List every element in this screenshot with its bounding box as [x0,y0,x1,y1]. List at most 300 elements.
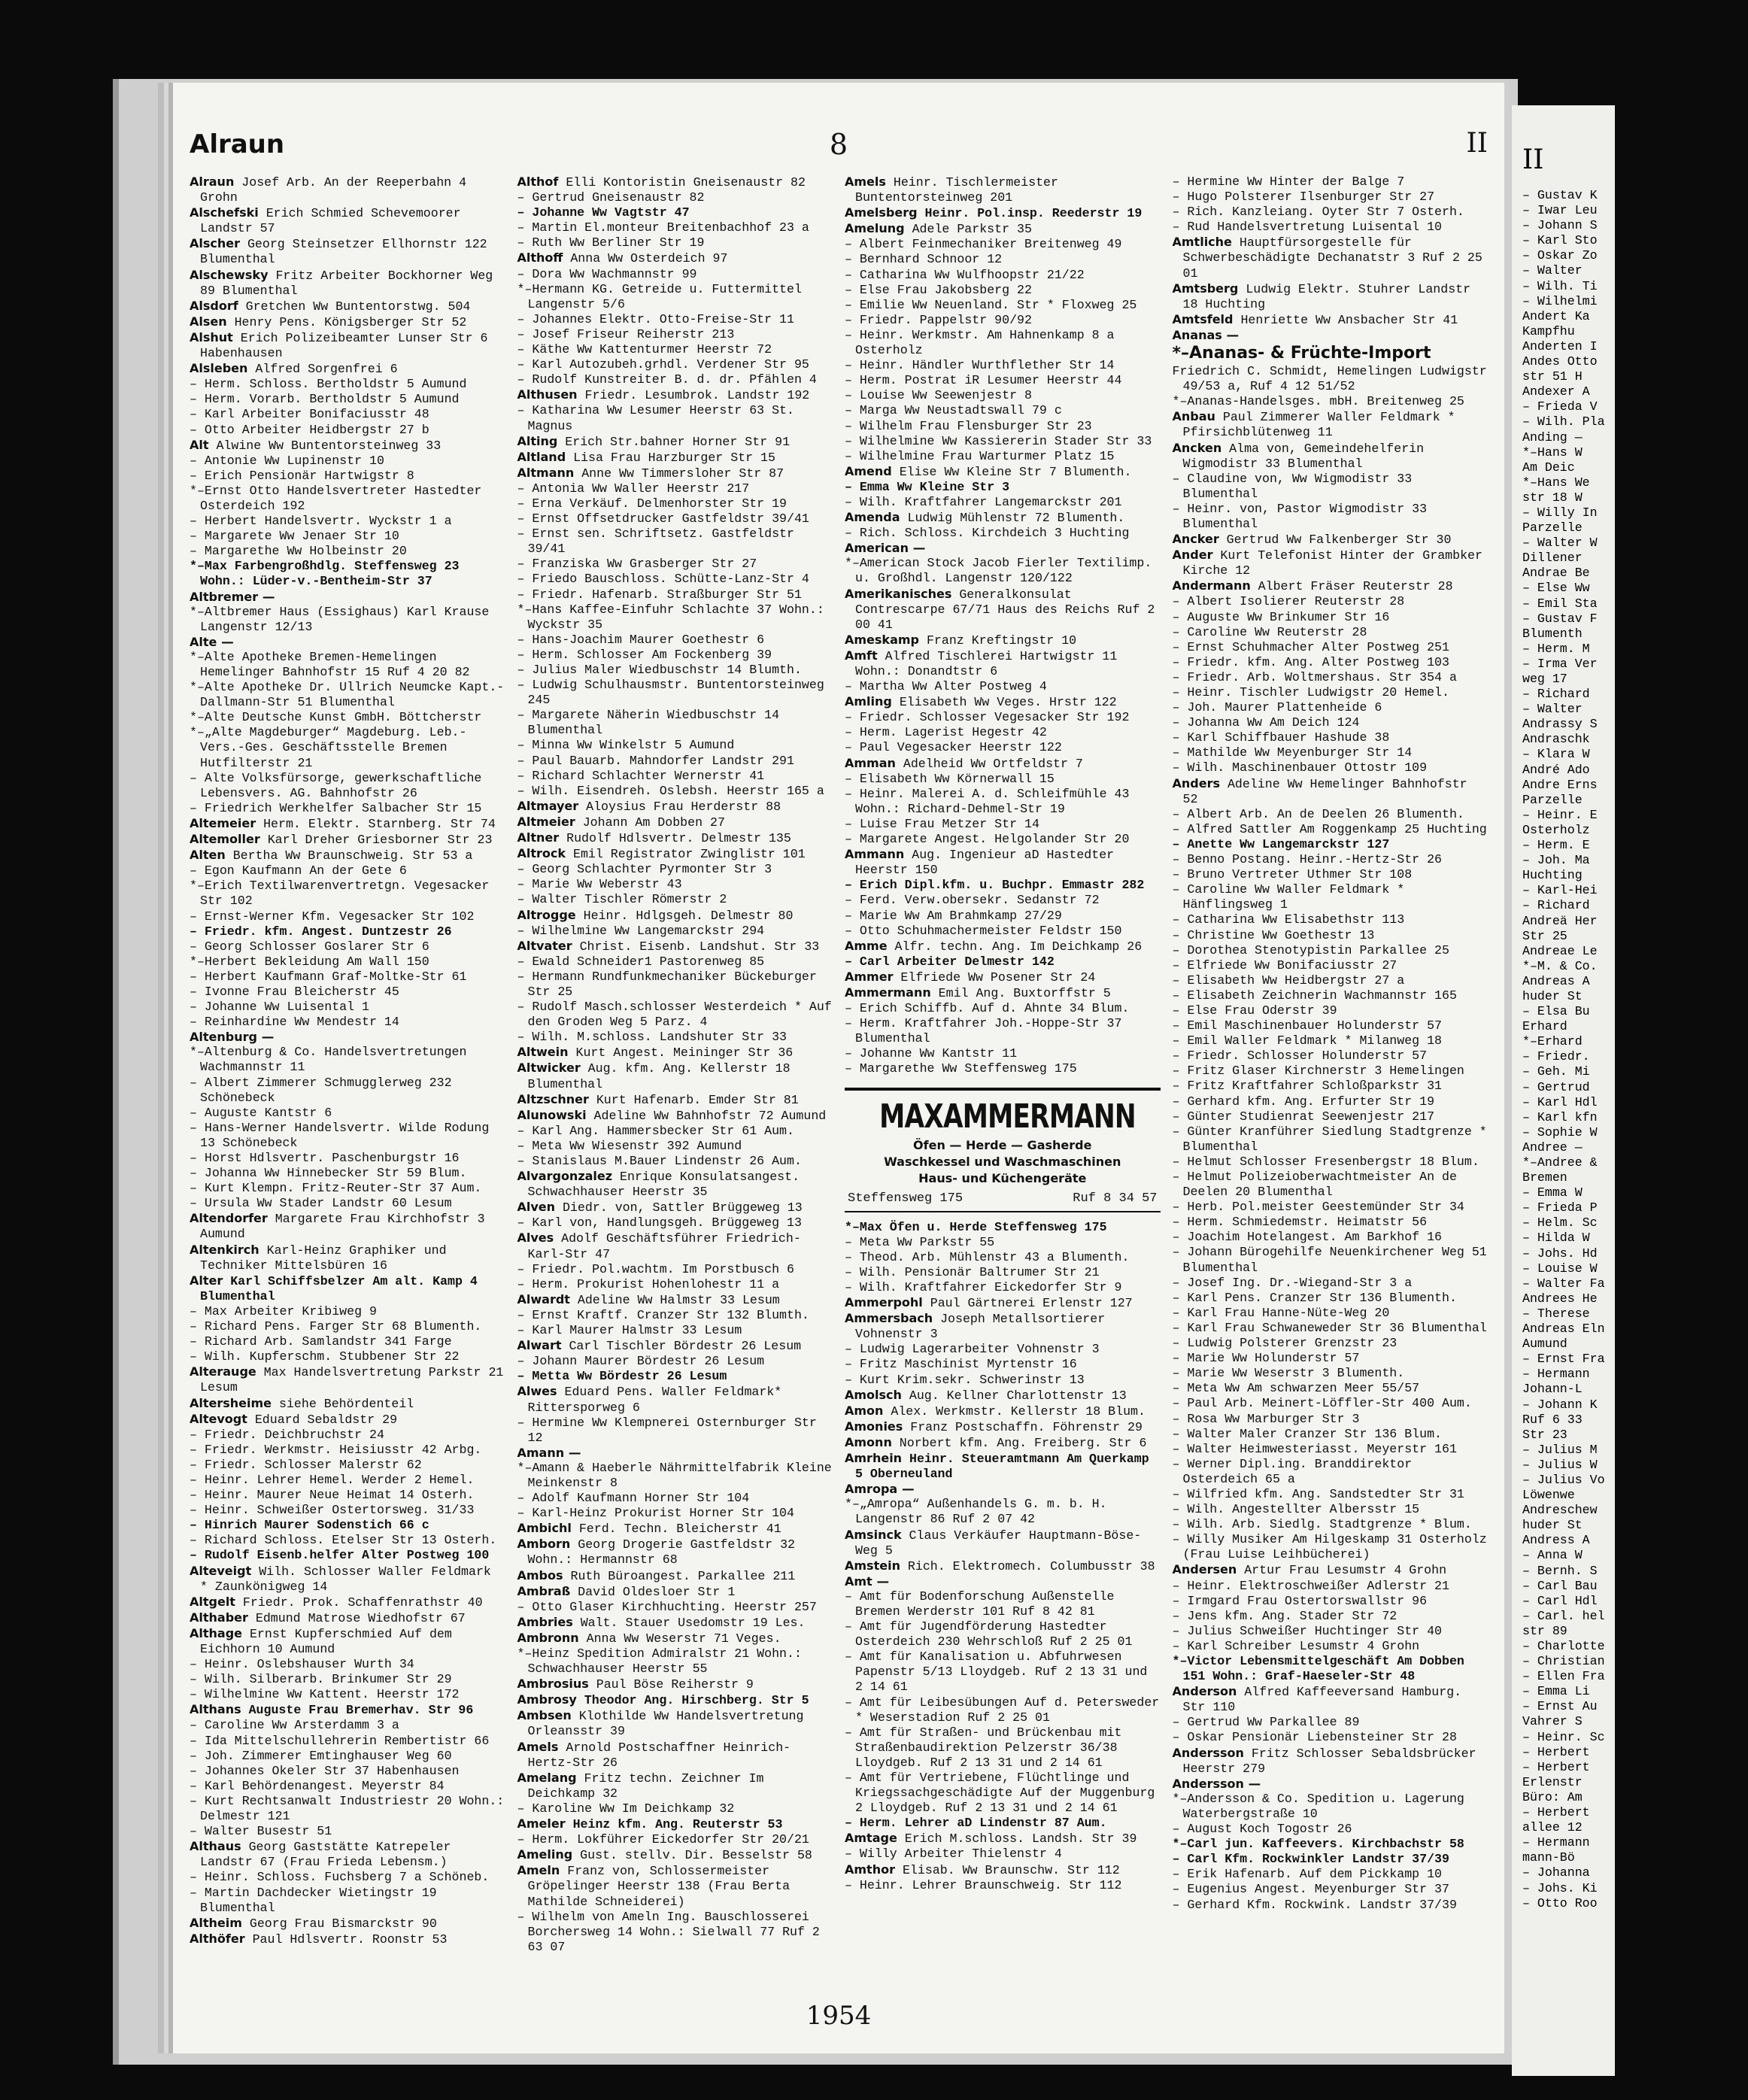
directory-entry [517,970,833,1000]
entry-text: – Friedr. Pappelstr 90/92 [845,312,1032,327]
directory-entry [1173,1109,1489,1124]
directory-entry [517,387,833,403]
directory-entry [517,527,833,557]
entry-text: Heinr. Pol.insp. Reederstr 19 [917,206,1143,221]
entry-surname: Althans [190,1702,241,1717]
directory-entry [1173,1882,1489,1897]
entry-surname: Ancker [1172,532,1219,547]
adjacent-line: – Herm. M [1522,641,1590,656]
adjacent-line: Huchting [1522,868,1583,883]
entry-surname: Amtliche [1172,235,1232,250]
entry-text: – Paul Bauarb. Mahndorfer Landstr 291 [517,753,794,768]
directory-entry [517,1847,833,1863]
directory-entry [1173,1624,1489,1639]
adjacent-line: – Julius M [1522,1442,1598,1457]
directory-entry [517,908,833,924]
entry-text: – Wilh. Pensionär Baltrumer Str 21 [845,1264,1100,1279]
entry-surname: Altenburg [190,1030,257,1045]
entry-text: Franz Postschaffn. Föhrenstr 29 [903,1419,1143,1434]
directory-entry [190,1779,505,1794]
directory-entry [190,268,505,299]
entry-surname: Amtage [845,1831,897,1846]
entry-surname: Altland [517,449,566,464]
directory-entry [190,1564,505,1595]
directory-entry [190,392,505,407]
entry-text: Adolf Geschäftsführer Friedrich-Karl-Str 47 [527,1231,801,1261]
directory-entry [845,403,1161,418]
adjacent-line: – Gustav K [1522,188,1598,202]
entry-text: *–„Amropa“ Außenhandels G. m. b. H. Langenstr 86 Ruf 2 07 42 [845,1497,1107,1527]
entry-text: – Irmgard Frau Ostertorswallstr 96 [1172,1593,1428,1608]
entry-text: – Horst Hdlsvertr. Paschenburgstr 16 [190,1151,460,1165]
directory-entry [517,1461,833,1491]
entry-text: Erich Schmied Schevemoorer Landstr 57 [200,206,461,236]
adjacent-line: – Karl Hdl [1522,1094,1598,1109]
directory-entry [845,954,1161,970]
directory-entry [1173,1033,1489,1048]
entry-text: *–Max Öfen u. Herde Steffensweg 175 [845,1219,1107,1234]
entry-surname: Alt [190,437,209,452]
entry-surname: Altendorfer [190,1211,268,1226]
directory-entry [190,863,505,879]
entry-text: Paul Hdlsvertr. Roonstr 53 [244,1932,448,1947]
directory-entry [517,648,833,663]
entry-text: – Gertrud Gneisenaustr 82 [517,190,705,205]
directory-entry [517,1506,833,1521]
adjacent-line: Andexer A [1522,384,1590,399]
entry-text: – Helmut Polizeioberwachtmeister An de Deelen 20 Blumenthal [1172,1170,1457,1200]
directory-entry [1173,343,1489,364]
directory-entry [1173,1366,1489,1381]
entry-surname: Althage [190,1625,243,1640]
entry-surname: Alsleben [190,361,248,376]
entry-text: – Friedr. Deichbruchstr 24 [190,1427,384,1442]
adjacent-line: – Hilda W [1522,1231,1590,1246]
column-3 [845,174,1161,1942]
entry-text: Franz von, Schlossermeister Gröpelinger Heerstr 138 (Frau Berta Mathilde Schneiderei) [527,1864,791,1909]
directory-entry [517,587,833,602]
entry-text: – Erna Verkäuf. Delmenhorster Str 19 [517,496,787,511]
directory-entry [190,1749,505,1764]
directory-entry [845,648,1161,679]
directory-entry [517,1308,833,1323]
adjacent-line: Kampfhu [1522,323,1575,338]
entry-text: – Johann Maurer Bördestr 26 Lesum [517,1354,765,1369]
entry-surname: Amend [845,463,892,478]
adjacent-line: Anderten I [1522,338,1598,354]
directory-entry [190,1503,505,1518]
directory-entry [1173,1276,1489,1291]
entry-text: – Herm. Schmiedemstr. Heimatstr 56 [1172,1215,1428,1230]
adjacent-line: – Therese [1522,1306,1590,1321]
directory-entry [517,1262,833,1277]
entry-surname: Alsdorf [190,298,238,313]
adjacent-volume-number: II [1522,144,1544,175]
directory-entry [517,434,833,450]
entry-text: – Johanne Ww Luisental 1 [190,1000,369,1015]
directory-entry [845,1311,1161,1342]
entry-text: – Caroline Ww Arsterdamm 3 a [190,1718,399,1733]
entry-text: – Friedr. Schlosser Holunderstr 57 [1172,1048,1428,1064]
entry-text: – Walter Tischler Römerstr 2 [517,892,727,907]
entry-text: – Amt für Straßen- und Brückenbau mit Straßenbaudirektion Pelzerstr 36/38 Lloydgeb. Ruf 2 13 31 und 2 14 61 [845,1725,1122,1770]
directory-entry [517,403,833,433]
entry-text: – Wilhelmine Ww Kattent. Heerstr 172 [190,1687,460,1702]
entry-text: – Kurt Krim.sekr. Schwerinstr 13 [845,1372,1085,1387]
entry-text: – Ruth Ww Berliner Str 19 [517,235,705,250]
entry-text: – Herm. Schlosser Am Fockenberg 39 [517,647,772,662]
entry-text: – Wilhelm Frau Flensburger Str 23 [845,418,1092,433]
entry-text: Herm. Elektr. Starnberg. Str 74 [256,816,496,831]
entry-text: – Wilh. Eisendreh. Oslebsh. Heerstr 165 a [517,783,824,798]
adjacent-line: Andress A [1522,1533,1590,1548]
directory-entry [845,541,1161,556]
entry-text: *–Hermann KG. Getreide u. Futtermittel Langenstr 5/6 [517,281,802,311]
directory-entry [845,1482,1161,1497]
directory-entry [517,496,833,511]
entry-surname: Ammermann [845,985,931,1000]
entry-text: – Karl von, Handlungsgeh. Brüggeweg 13 [517,1215,802,1231]
entry-text: – Catharina Ww Elisabethstr 113 [1172,912,1405,927]
adjacent-line: – Walter W [1522,536,1598,551]
directory-entry [845,237,1161,252]
entry-text: – Joh. Zimmerer Emtinghauser Weg 60 [190,1748,452,1763]
directory-entry [845,1435,1161,1451]
directory-entry [1173,1579,1489,1594]
entry-surname: Ameler [517,1816,566,1831]
entry-text: Eduard Sebaldstr 29 [247,1412,398,1427]
directory-entry [845,1235,1161,1250]
entry-surname: Amtsberg [1172,281,1239,296]
entry-text: – Johanna Ww Am Deich 124 [1172,715,1360,730]
directory-entry [190,1734,505,1749]
adjacent-line: – Emma Li [1522,1684,1590,1699]
adjacent-page-edge [1512,105,1615,2076]
entry-text: Erich Polizeibeamter Lunser Str 6 Habenhausen [200,330,488,361]
directory-entry [1173,1321,1489,1336]
directory-entry [845,847,1161,878]
directory-entry [1173,409,1489,440]
entry-text: – Anette Ww Langemarckstr 127 [1172,836,1390,851]
entry-surname: Alte [190,634,217,649]
entry-text: Heinz kfm. Ang. Reuterstr 53 [565,1817,783,1832]
directory-entry [1173,1094,1489,1109]
entry-text: – Louise Ww Seewenjestr 8 [845,388,1032,403]
ad-line-household: Haus- und Küchengeräte [918,1170,1087,1185]
directory-entry [845,1250,1161,1265]
adjacent-line: *–Hans We [1522,475,1590,490]
entry-text: Adeline Ww Hemelinger Bahnhofstr 52 [1182,776,1467,806]
entry-text: – Georg Schlachter Pyrmonter Str 3 [517,862,772,877]
entry-text: – Herm. Lokführer Eickedorfer Str 20/21 [517,1832,809,1847]
entry-surname: Alschewsky [190,267,269,282]
directory-entry [845,710,1161,725]
entry-surname: Amon [845,1403,884,1418]
directory-entry [1173,1852,1489,1867]
directory-entry [517,769,833,784]
adjacent-line: Andrees He [1522,1291,1598,1306]
entry-text: *–Alte Deutsche Kunst GmbH. Böttcherstr [190,710,482,725]
entry-surname: Althof [517,174,559,189]
entry-text: Ludwig Mühlenstr 72 Blumenth. [900,511,1125,526]
directory-entry [1173,1777,1489,1792]
entry-text: – Wilhelmine Frau Warturmer Platz 15 [845,448,1115,463]
entry-text: – Emma Ww Kleine Str 3 [845,479,1010,494]
entry-surname: Altrogge [517,907,576,922]
entry-text: Heinr. Steueramtmann Am Querkamp 5 Oberneuland [855,1452,1149,1482]
entry-surname: Alves [517,1231,554,1246]
entry-text: – Heinr. Händler Wurthflether Str 14 [845,358,1115,373]
entry-text: Georg Drogerie Gastfeldstr 32 Wohn.: Hermannstr 68 [527,1537,796,1567]
directory-entry [845,1295,1161,1311]
directory-entry [1173,1487,1489,1502]
directory-entry [517,892,833,907]
adjacent-line: – Walter Fa [1522,1276,1605,1291]
directory-entry [517,557,833,572]
directory-entry [1173,837,1489,852]
directory-entry [1173,1396,1489,1411]
adjacent-line: – Johs. Ki [1522,1880,1598,1895]
entry-text: Heinr. Tischlermeister Buntentorsteinweg 201 [855,175,1058,205]
entry-text: – Kurt Rechtsanwalt Industriestr 20 Wohn.: Delmestr 121 [190,1793,505,1824]
column-4 [1173,174,1489,1942]
directory-entry [845,1388,1161,1404]
directory-entry [1173,235,1489,281]
entry-surname: Amelsberg [845,205,918,220]
directory-entry [190,407,505,422]
directory-entry [190,454,505,469]
directory-entry [845,924,1161,939]
entry-text: – Else Frau Jakobsberg 22 [845,282,1032,297]
entry-surname: Amels [845,174,886,189]
adjacent-line: – Carl Bau [1522,1578,1598,1593]
directory-entry [517,250,833,266]
directory-entry [190,1932,505,1947]
entry-surname: Ambichl [517,1521,572,1536]
directory-entry [190,1364,505,1395]
directory-entry [1173,1230,1489,1245]
entry-text: Emil Registrator Zwinglistr 101 [566,847,806,862]
entry-surname: Alsen [190,314,227,329]
directory-entry [190,1610,505,1626]
directory-entry [517,862,833,877]
directory-entry [845,633,1161,648]
adjacent-line: Ruf 6 33 [1522,1412,1583,1427]
directory-entry [517,1816,833,1832]
directory-entry [1173,1457,1489,1487]
entry-text: *–Heinz Spedition Admiralstr 21 Wohn.: Schwachhauser Heerstr 55 [517,1646,802,1677]
adjacent-line: Parzelle [1522,520,1583,536]
directory-entry [1173,852,1489,867]
directory-entry [1173,1215,1489,1230]
entry-text: — [217,634,234,649]
directory-entry [1173,190,1489,205]
entry-text: *–Hans Kaffee-Einfuhr Schlachte 37 Wohn.: Wyckstr 35 [517,602,824,632]
entry-text: – Walter Maler Cranzer Str 136 Blum. [1172,1426,1442,1441]
entry-text: – Friedr. Hafenarb. Straßburger Str 51 [517,587,802,602]
directory-entry [517,1369,833,1384]
entry-text: – Auguste Kantstr 6 [190,1105,332,1120]
adjacent-line: – Johs. Hd [1522,1246,1598,1261]
directory-entry [517,267,833,282]
directory-entry [190,954,505,970]
entry-text: – Marga Ww Neustadtswall 79 c [845,403,1062,418]
adjacent-line: – Helm. Sc [1522,1215,1598,1231]
directory-entry [517,708,833,738]
entry-surname: Alwart [517,1338,562,1353]
adjacent-line: – Karl Sto [1522,233,1598,248]
entry-text: – Heinr. Malerei A. d. Schleifmühle 43 Wohn.: Richard-Dehmel-Str 19 [845,786,1130,816]
entry-text: *–Ananas- & Früchte-Import [1172,344,1431,363]
entry-surname: Amropa [845,1482,898,1497]
entry-text: – Carl Kfm. Rockwinkler Landstr 37/39 [1172,1852,1449,1867]
adjacent-line: – Iwar Leu [1522,203,1598,218]
directory-entry [845,772,1161,787]
directory-entry [845,1878,1161,1893]
directory-entry [845,205,1161,221]
entry-surname: Alwardt [517,1291,570,1306]
entry-text: – Karl Autozubeh.grhdl. Verdener Str 95 [517,357,809,372]
directory-entry [190,1349,505,1364]
entry-text: Karl-Heinz Graphiker und Techniker Mittelsbüren 16 [200,1243,447,1273]
entry-surname: Ambrosius [517,1677,589,1692]
entry-text: – Marie Ww Am Brahmkamp 27/29 [845,908,1062,923]
directory-entry [1173,472,1489,502]
entry-surname: Amerikanisches [845,586,952,601]
entry-surname: Amborn [517,1537,571,1552]
adjacent-line: – Herbert [1522,1805,1590,1820]
directory-entry [190,1518,505,1533]
directory-entry [517,1139,833,1154]
entry-text: Aug. kfm. Ang. Kellerstr 18 Blumenthal [527,1061,791,1091]
entry-text: – Wilhelmine Ww Langemarckstr 294 [517,923,765,938]
entry-text: Paul Zimmerer Waller Feldmark * Pfirsichblütenweg 11 [1182,410,1455,440]
entry-text: – Wilh. Maschinenbauer Ottostr 109 [1172,760,1428,775]
directory-entry [845,1862,1161,1878]
adjacent-line: Andreas Eln [1522,1322,1605,1337]
entry-text: Alma von, Gemeindehelferin Wigmodistr 33 Blumenthal [1182,441,1425,471]
directory-entry [190,1000,505,1015]
directory-entry [517,205,833,220]
directory-entry [1173,364,1489,394]
entry-text: Fritz Schlosser Sebaldsbrücker Heerstr 279 [1182,1746,1476,1776]
entry-text: – Marie Ww Weserstr 3 Blumenth. [1172,1366,1405,1381]
entry-surname: Altmeier [517,814,575,829]
directory-entry [190,559,505,589]
directory-entry [845,221,1161,237]
entry-surname: Amenda [845,510,900,525]
directory-entry [190,1030,505,1045]
adjacent-line: – Walter [1522,263,1583,278]
adjacent-line: – Ellen Fra [1522,1669,1605,1684]
directory-entry [517,633,833,648]
entry-text: Edmund Matrose Wiedhofstr 67 [247,1610,466,1625]
adjacent-line: Bremen [1522,1170,1567,1185]
entry-text: *–Altbremer Haus (Essighaus) Karl Krause Langenstr 12/13 [190,604,490,634]
adjacent-line: – Friedr. [1522,1049,1590,1064]
entry-text: *–Ernst Otto Handelsvertreter Hastedter Osterdeich 192 [190,483,482,513]
directory-entry [190,1702,505,1718]
directory-entry [190,438,505,454]
directory-entry [845,313,1161,328]
adjacent-line: André Ado [1522,762,1590,777]
directory-entry [190,801,505,816]
entry-text: Aug. Ingenieur aD Hastedter Heerstr 150 [855,848,1115,878]
directory-entry [517,174,833,190]
entry-text: — [1243,1776,1261,1791]
entry-text: – Wilfried kfm. Ang. Sandstedter Str 31 [1172,1486,1464,1501]
entry-surname: Alunowski [517,1107,587,1122]
entry-text: Walt. Stauer Usedomstr 19 Les. [572,1615,806,1630]
entry-text: – Caroline Ww Reuterstr 28 [1172,624,1367,639]
entry-text: *–„Alte Magdeburger“ Magdeburg. Leb.-Vers.-Ges. Geschäftsstelle Bremen Hutfilterstr 21 [190,725,467,770]
entry-surname: Ancken [1172,440,1222,455]
directory-entry [845,1649,1161,1695]
directory-entry [1173,760,1489,775]
ad-street: Steffensweg 175 [848,1191,964,1206]
directory-entry [845,893,1161,908]
directory-columns [190,174,1488,1954]
entry-text: Elisab. Ww Braunschw. Str 112 [894,1862,1120,1877]
entry-surname: American [845,541,909,556]
entry-text: – Adolf Kaufmann Horner Str 104 [517,1491,750,1506]
directory-entry [517,877,833,892]
directory-entry [517,1323,833,1338]
entry-text: Ludwig Elektr. Stuhrer Landstr 18 Huchting [1182,281,1471,311]
directory-entry [190,816,505,832]
entry-surname: Altgelt [190,1594,235,1609]
ad-company-name: MAXAMMERMANN [879,1097,1136,1136]
adjacent-line: – Otto Roo [1522,1895,1598,1910]
entry-text: – Friedr. Pol.wachtm. Im Porstbusch 6 [517,1261,794,1276]
directory-entry [190,1211,505,1242]
entry-text: – Emilie Ww Neuenland. Str * Floxweg 25 [845,297,1137,312]
directory-entry [1173,685,1489,700]
adjacent-line: Erlenstr [1522,1774,1583,1789]
entry-text: – Margarete Angest. Helgolander Str 20 [845,832,1130,847]
entry-surname: Althaus [190,1839,241,1854]
entry-surname: Ambrosy [517,1692,577,1707]
adjacent-line: str 18 W [1522,490,1583,505]
adjacent-line: Johann-L [1522,1382,1583,1397]
entry-text: Anne Ww Timmersloher Str 87 [574,466,784,481]
directory-entry [845,1220,1161,1235]
directory-entry [1173,882,1489,912]
adjacent-line: – Julius Vo [1522,1472,1605,1487]
directory-entry [190,529,505,544]
directory-entry [517,1061,833,1091]
directory-entry [845,556,1161,586]
entry-surname: Altemoller [190,832,260,847]
directory-entry [517,1740,833,1771]
directory-entry [845,283,1161,298]
entry-text: Ernst Kupferschmied Auf dem Eichhorn 10 Aumund [200,1626,452,1656]
entry-text: – Heinr. Lehrer Hemel. Werder 2 Hemel. [190,1472,475,1487]
entry-text: Norbert kfm. Ang. Freiberg. Str 6 [891,1435,1147,1450]
directory-entry [517,1801,833,1816]
entry-text: – Joachim Hotelangest. Am Barkhof 16 [1172,1230,1442,1245]
directory-entry [845,298,1161,313]
directory-entry [1173,1792,1489,1822]
entry-text: – Hans-Joachim Maurer Goethestr 6 [517,632,765,647]
entry-text: Friedr. Lesumbrok. Landstr 192 [577,388,810,403]
entry-text: – Helmut Schlosser Fresenbergstr 18 Blum. [1172,1154,1479,1169]
directory-entry [845,1574,1161,1589]
entry-text: – Fritz Glaser Kirchnerstr 3 Hemelingen [1172,1064,1464,1079]
adjacent-line: – Emil Sta [1522,596,1598,611]
entry-text: *–Andersson & Co. Spedition u. Lagerung Waterbergstraße 10 [1172,1791,1464,1821]
directory-entry [1173,1003,1489,1018]
